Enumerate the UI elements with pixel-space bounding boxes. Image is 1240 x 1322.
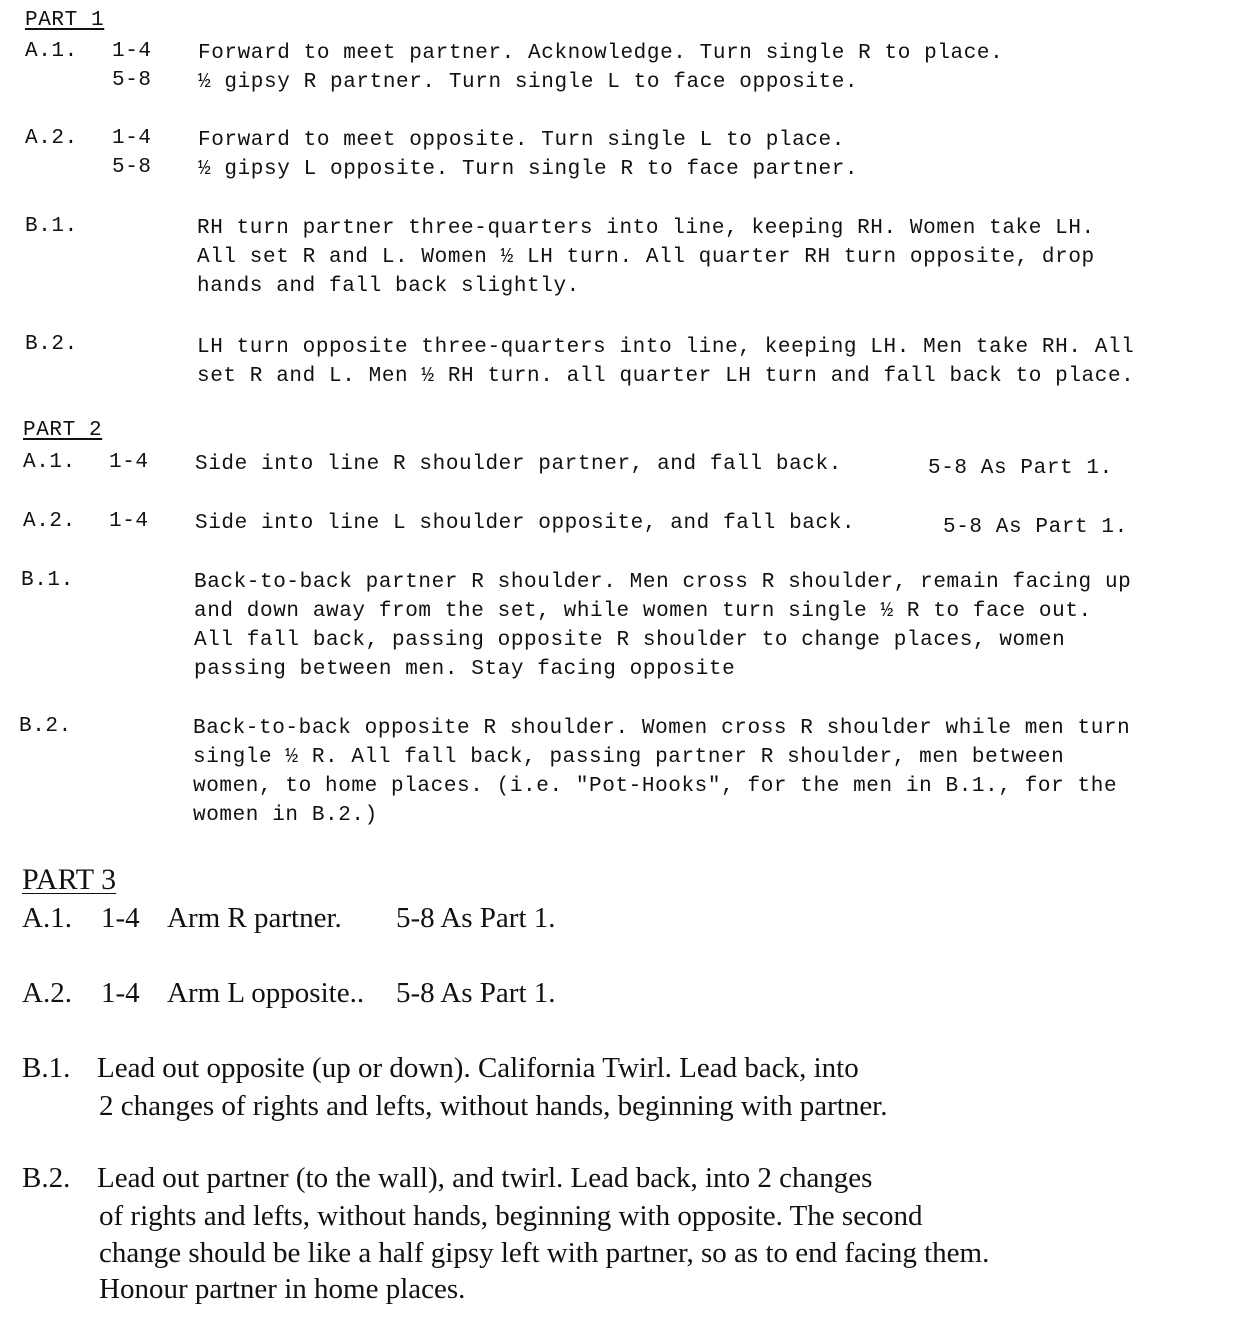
part-1-a2-label: A.2. <box>25 127 78 150</box>
part-1-a1-text-1: Forward to meet partner. Acknowledge. Turn single R to place. <box>198 42 1004 65</box>
part-3-b2-line: change should be like a half gipsy left with partner, so as to end facing them. <box>99 1237 990 1269</box>
part-1-b2-line: LH turn opposite three-quarters into line, keeping LH. Men take RH. All <box>197 336 1135 359</box>
part-2-a2-rest: 5-8 As Part 1. <box>943 516 1128 539</box>
part-3-heading: PART 3 <box>22 863 117 896</box>
part-1-heading: PART 1 <box>25 9 105 32</box>
part-3-a1-rest: 5-8 As Part 1. <box>396 902 556 934</box>
part-2-a2-label: A.2. <box>23 510 76 533</box>
part-3-a1-label: A.1. <box>22 902 72 934</box>
part-2-a2-bars: 1-4 <box>109 510 149 533</box>
part-1-b1-line: hands and fall back slightly. <box>197 275 580 298</box>
part-1-a2-bars-1: 1-4 <box>112 127 152 150</box>
part-2-a2-text: Side into line L shoulder opposite, and fall back. <box>195 512 856 535</box>
part-2-b1-line: passing between men. Stay facing opposite <box>194 658 736 681</box>
part-1-a1-bars-1: 1-4 <box>112 40 152 63</box>
part-1-a1-label: A.1. <box>25 40 78 63</box>
part-2-a1-label: A.1. <box>23 451 76 474</box>
part-1-a2-text-2: ½ gipsy L opposite. Turn single R to face partner. <box>198 158 859 181</box>
part-2-b2-line: women, to home places. (i.e. "Pot-Hooks", for the men in B.1., for the <box>193 775 1118 798</box>
part-2-b1-label: B.1. <box>21 569 74 592</box>
part-3-b1-line: Lead out opposite (up or down). California Twirl. Lead back, into <box>97 1052 859 1084</box>
part-3-b2-line: of rights and lefts, without hands, beginning with opposite. The second <box>99 1200 923 1232</box>
part-3-b1-line: 2 changes of rights and lefts, without hands, beginning with partner. <box>99 1090 888 1122</box>
part-1-b2-label: B.2. <box>25 333 78 356</box>
part-1-a2-text-1: Forward to meet opposite. Turn single L to place. <box>198 129 845 152</box>
part-3-b2-line: Lead out partner (to the wall), and twirl. Lead back, into 2 changes <box>97 1162 873 1194</box>
part-3-a2-label: A.2. <box>22 977 72 1009</box>
part-1-b1-label: B.1. <box>25 215 78 238</box>
part-2-a1-rest: 5-8 As Part 1. <box>928 457 1113 480</box>
part-2-b1-line: Back-to-back partner R shoulder. Men cross R shoulder, remain facing up <box>194 571 1132 594</box>
part-3-a1-text: Arm R partner. <box>167 902 342 934</box>
part-1-b1-line: All set R and L. Women ½ LH turn. All quarter RH turn opposite, drop <box>197 246 1095 269</box>
part-2-a1-text: Side into line R shoulder partner, and fall back. <box>195 453 842 476</box>
part-2-b2-line: women in B.2.) <box>193 804 378 827</box>
part-2-b1-line: All fall back, passing opposite R shoulder to change places, women <box>194 629 1066 652</box>
part-2-b2-line: single ½ R. All fall back, passing partner R shoulder, men between <box>193 746 1065 769</box>
part-3-a1-bars: 1-4 <box>101 902 140 934</box>
part-2-a1-bars: 1-4 <box>109 451 149 474</box>
part-1-a2-bars-2: 5-8 <box>112 156 152 179</box>
part-2-b2-line: Back-to-back opposite R shoulder. Women cross R shoulder while men turn <box>193 717 1131 740</box>
part-3-b2-label: B.2. <box>22 1162 71 1194</box>
part-1-b1-line: RH turn partner three-quarters into line, keeping RH. Women take LH. <box>197 217 1095 240</box>
part-3-b2-line: Honour partner in home places. <box>99 1273 466 1305</box>
part-3-b1-label: B.1. <box>22 1052 71 1084</box>
part-2-b2-label: B.2. <box>19 715 72 738</box>
part-3-a2-rest: 5-8 As Part 1. <box>396 977 556 1009</box>
part-1-a1-bars-2: 5-8 <box>112 69 152 92</box>
part-1-b2-line: set R and L. Men ½ RH turn. all quarter LH turn and fall back to place. <box>197 365 1135 388</box>
part-2-heading: PART 2 <box>23 419 103 442</box>
part-2-b1-line: and down away from the set, while women turn single ½ R to face out. <box>194 600 1092 623</box>
part-3-a2-bars: 1-4 <box>101 977 140 1009</box>
part-1-a1-text-2: ½ gipsy R partner. Turn single L to face opposite. <box>198 71 859 94</box>
part-3-a2-text: Arm L opposite.. <box>167 977 365 1009</box>
